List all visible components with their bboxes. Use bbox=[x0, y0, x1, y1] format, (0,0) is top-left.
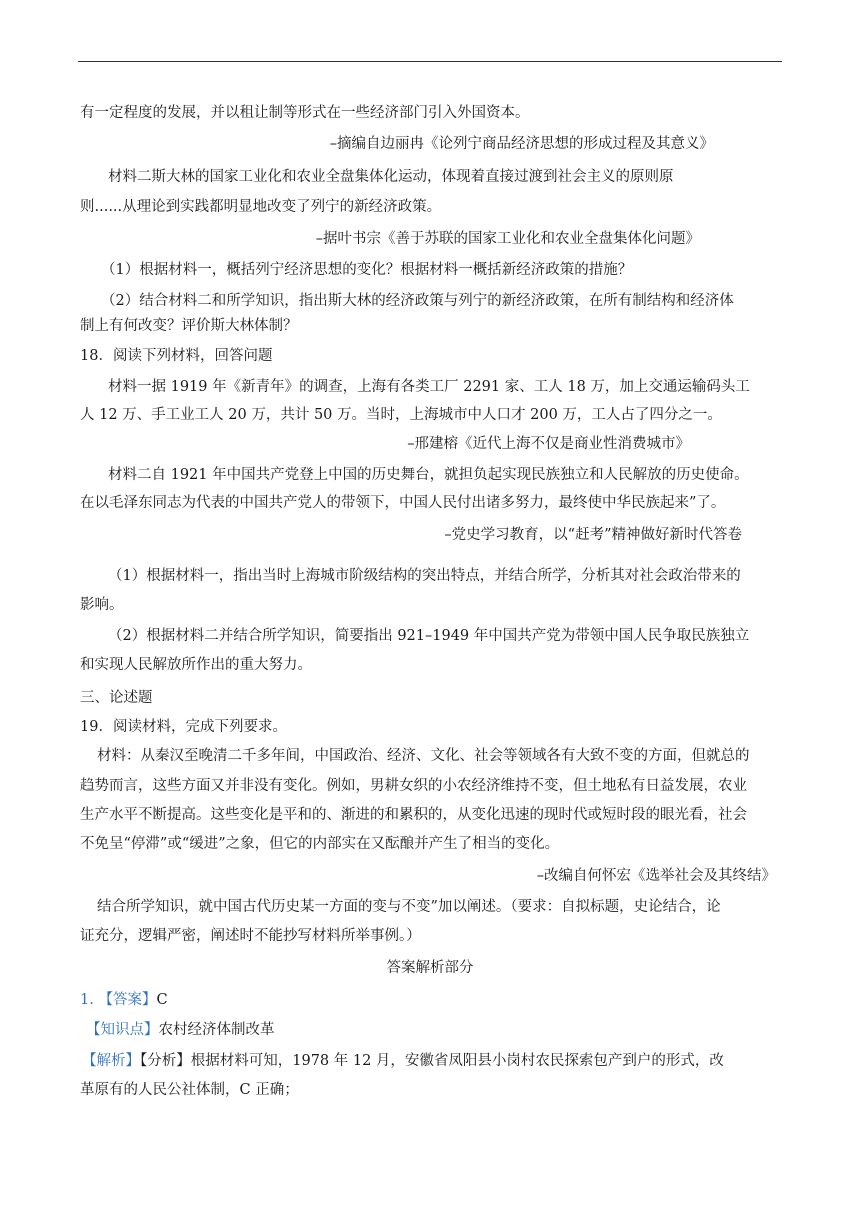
q17-part2-line2: 制上有何改变？评价斯大林体制？ bbox=[80, 318, 298, 334]
source1: –摘编自边丽冉《论列宁商品经济思想的形成过程及其意义》 bbox=[329, 136, 714, 152]
analysis-line2: 革原有的人民公社体制，C 正确； bbox=[80, 1082, 299, 1098]
q17-part1: （1）根据材料一，概括列宁经济思想的变化？根据材料一概括新经济政策的措施？ bbox=[101, 262, 633, 278]
answer-value: C bbox=[156, 992, 168, 1008]
source2: –据叶书宗《善于苏联的国家工业化和农业全盘集体化问题》 bbox=[315, 231, 700, 247]
knowledge-point bbox=[86, 1020, 275, 1040]
knowledge-point-value: 农村经济体制改革 bbox=[158, 1022, 275, 1038]
knowledge-point-tag: 【知识点】 bbox=[86, 1022, 159, 1038]
analysis-text: 【分析】根据材料可知，1978 年 12 月，安徽省凤阳县小岗村农民探索包产到户的形式，改 bbox=[140, 1053, 724, 1069]
analysis-line1 bbox=[82, 1051, 724, 1071]
answer-section-heading: 答案解析部分 bbox=[386, 960, 474, 976]
q18-material1-line2: 人 12 万、手工业工人 20 万，共计 50 万。当时，上海城市中人口才 200 万，工人占了四分之一。 bbox=[80, 407, 722, 423]
section-heading-essay: 三、论述题 bbox=[80, 690, 153, 706]
q19-material-line2: 趋势而言，这些方面又并非没有变化。例如，男耕女织的小农经济维持不变，但土地私有日益发展，农业 bbox=[80, 778, 747, 794]
answer-1 bbox=[80, 990, 168, 1010]
q18-part2-line2: 和实现人民解放所作出的重大努力。 bbox=[80, 657, 312, 673]
material2-line1: 材料二斯大林的国家工业化和农业全盘集体化运动，体现着直接过渡到社会主义的原则原 bbox=[108, 169, 674, 185]
q17-part2-line1: （2）结合材料二和所学知识，指出斯大林的经济政策与列宁的新经济政策，在所有制结构和经济体 bbox=[101, 293, 734, 309]
q19-source: –改编自何怀宏《选举社会及其终结》 bbox=[536, 868, 776, 884]
q18-source2: –党史学习教育，以“赶考”精神做好新时代答卷 bbox=[444, 527, 742, 543]
q18-material2-line2: 在以毛泽东同志为代表的中国共产党人的带领下，中国人民付出诸多努力，最终使中华民族起来”了。 bbox=[80, 495, 726, 511]
q18-part1-line2: 影响。 bbox=[80, 597, 124, 613]
answer-number: 1. bbox=[80, 992, 94, 1008]
material2-line2: 则......从理论到实践都明显地改变了列宁的新经济政策。 bbox=[80, 199, 442, 215]
q19-material-line3: 生产水平不断提高。这些变化是平和的、渐进的和累积的，从变化迅速的现时代或短时段的眼光看，社会 bbox=[80, 807, 747, 823]
q18-part1-line1: （1）根据材料一，指出当时上海城市阶级结构的突出特点，并结合所学，分析其对社会政治带来的 bbox=[108, 568, 741, 584]
q18-title: 18．阅读下列材料，回答问题 bbox=[80, 348, 273, 364]
q18-source1: –邢建榕《近代上海不仅是商业性消费城市》 bbox=[407, 436, 690, 452]
header-rule bbox=[78, 61, 782, 62]
q19-material-line4: 不免呈“停滞”或“缓进”之象，但它的内部实在又酝酿并产生了相当的变化。 bbox=[80, 836, 560, 852]
answer-tag: 【答案】 bbox=[98, 992, 157, 1008]
analysis-tag: 【解析】 bbox=[82, 1053, 140, 1069]
q18-material2-line1: 材料二自 1921 年中国共产党登上中国的历史舞台，就担负起实现民族独立和人民解放的历史使命。 bbox=[108, 467, 749, 483]
q19-material-line1: 材料：从秦汉至晚清二千多年间，中国政治、经济、文化、社会等领域各有大致不变的方面，但就总的 bbox=[97, 748, 750, 764]
q19-requirement-line2: 证充分，逻辑严密，阐述时不能抄写材料所举事例。） bbox=[80, 928, 421, 944]
q19-title: 19．阅读材料，完成下列要求。 bbox=[80, 719, 287, 735]
q18-material1-line1: 材料一据 1919 年《新青年》的调查，上海有各类工厂 2291 家、工人 18 万，加上交通运输码头工 bbox=[108, 379, 750, 395]
q18-part2-line1: （2）根据材料二并结合所学知识，简要指出 921–1949 年中国共产党为带领中国人民争取民族独立 bbox=[108, 628, 750, 644]
material1-tail: 有一定程度的发展，并以租让制等形式在一些经济部门引入外国资本。 bbox=[80, 105, 530, 121]
q19-requirement-line1: 结合所学知识，就中国古代历史某一方面的变与不变”加以阐述。（要求：自拟标题，史论结合，论 bbox=[97, 899, 721, 915]
